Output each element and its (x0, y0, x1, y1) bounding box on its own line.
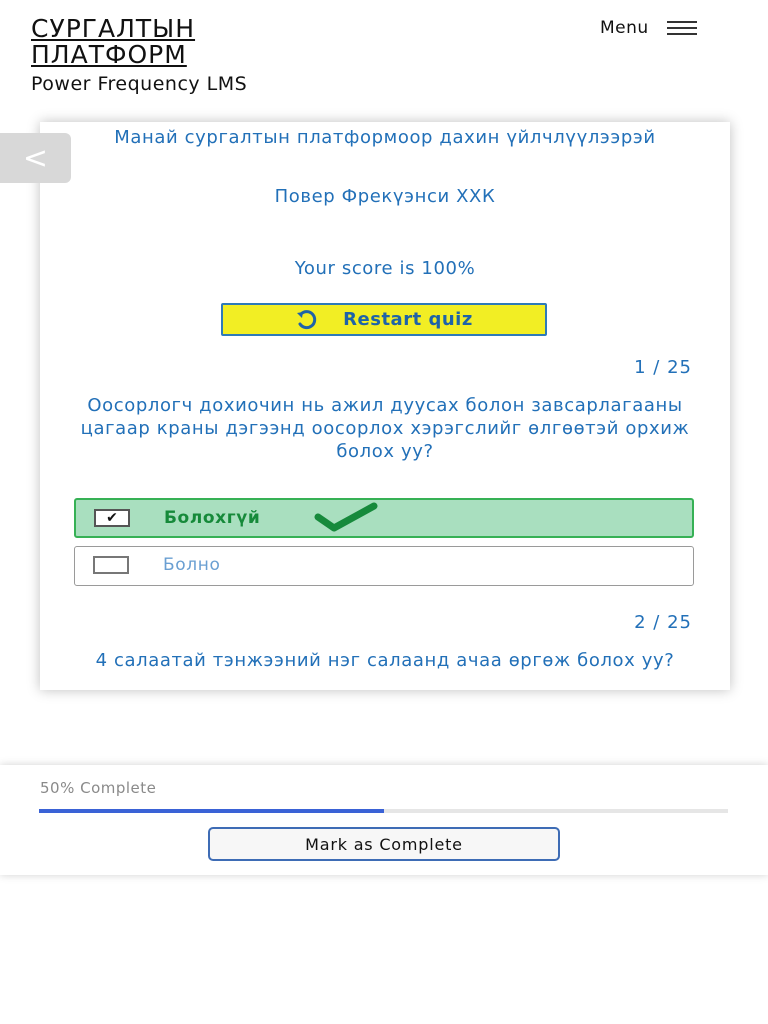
quiz-intro-text: Манай сургалтын платформоор дахин үйлчлүүлээрэй (114, 127, 656, 148)
question-counter-2: 2 / 25 (634, 612, 692, 633)
hamburger-icon (667, 21, 697, 35)
quiz-score: Your score is 100% (294, 258, 476, 279)
question-text-1: Оосорлогч дохиочин нь ажил дуусах болон завсарлагааны цагаар краны дэгээнд оосорлох хэрэгслийг өлгөөтэй орхиж болох уу? (80, 395, 690, 462)
correct-checkmark-icon (314, 502, 378, 536)
question-counter-1: 1 / 25 (634, 357, 692, 378)
site-subtitle: Power Frequency LMS (31, 73, 248, 95)
company-name: Повер Фрекүэнси ХХК (274, 186, 496, 207)
site-header (0, 0, 768, 122)
answer-checkbox[interactable] (93, 556, 129, 574)
answer-checkbox-checked[interactable] (94, 509, 130, 527)
restart-quiz-label: Restart quiz (343, 309, 473, 330)
site-title-line2: ПЛАТФОРМ (31, 40, 187, 69)
answer-option-correct[interactable] (74, 498, 694, 538)
quiz-panel (40, 122, 730, 690)
check-icon: ✔ (106, 510, 118, 526)
progress-bar-fill (39, 809, 384, 813)
back-button[interactable] (0, 133, 71, 183)
menu-label: Menu (600, 18, 649, 38)
answer-label-1: Болохгүй (164, 508, 261, 528)
menu-button[interactable] (600, 18, 697, 38)
progress-bar (39, 809, 728, 813)
answer-label-2: Болно (163, 555, 221, 575)
restart-quiz-button[interactable] (221, 303, 547, 336)
restart-icon (295, 310, 321, 330)
site-title-line1: СУРГАЛТЫН (31, 14, 196, 43)
mark-as-complete-button[interactable]: Mark as Complete (208, 827, 560, 861)
progress-label: 50% Complete (40, 779, 157, 797)
site-title-link[interactable] (31, 16, 195, 68)
progress-footer (0, 765, 768, 875)
chevron-left-icon: < (22, 140, 49, 176)
answer-option[interactable] (74, 546, 694, 586)
question-text-2: 4 салаатай тэнжээний нэг салаанд ачаа өргөж болох уу? (95, 650, 675, 671)
